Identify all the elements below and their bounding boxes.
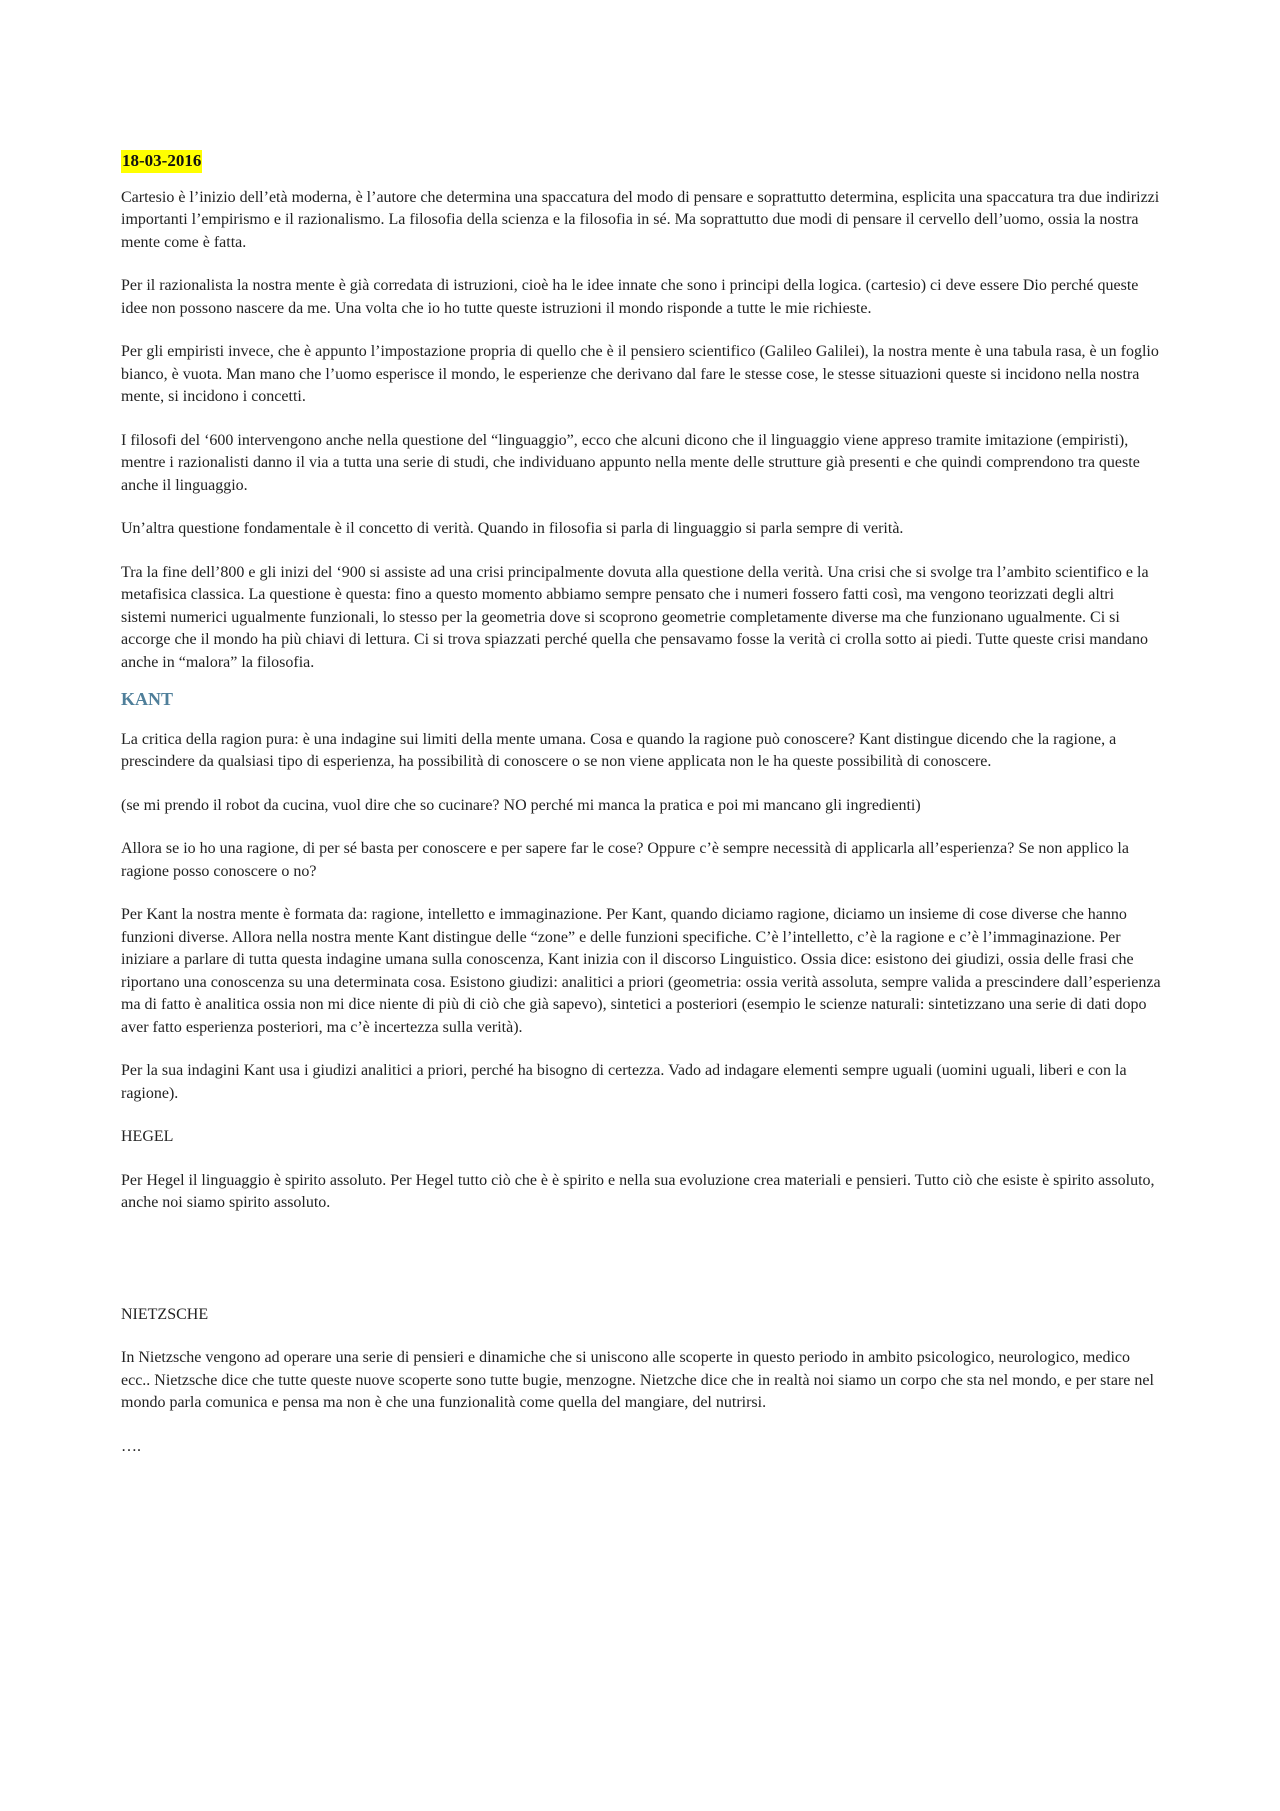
paragraph-nietzsche: In Nietzsche vengono ad operare una serie di pensieri e dinamiche che si uniscono alle scoperte in questo periodo in ambito psicologico, neurologico, medico ecc.. Nietzsche dice che tutte queste nuove scoperte sono tutte bugie, menzogne. Nietzche dice che in realtà noi siamo un corpo che sta nel mondo, e per stare nel mondo parla comunica e pensa ma non è che una funzionalità come quella del mangiare, del nutrirsi. — [121, 1349, 1154, 1411]
paragraph-kant-ragione: Allora se io ho una ragione, di per sé basta per conoscere e per sapere far le cose? Oppure c’è sempre necessità di applicarla all’esperienza? Se non applico la ragione posso conoscere o no? — [121, 840, 1129, 880]
paragraph-linguaggio: I filosofi del ‘600 intervengono anche nella questione del “linguaggio”, ecco che alcuni dicono che il linguaggio viene appreso tramite imitazione (empiristi), mentre i razionalisti danno il via a tutta una serie di studi, che individuano appunto nella mente delle strutture già presenti e che quindi comprendono tra queste anche il linguaggio. — [121, 431, 1140, 494]
paragraph-kant-critica: La critica della ragion pura: è una indagine sui limiti della mente umana. Cosa e quando la ragione può conoscere? Kant distingue dicendo che la ragione, a prescindere da qualsiasi tipo di esperienza, ha possibilità di conoscere o se non viene applicata non le ha queste possibilità di conoscere. — [121, 730, 1117, 770]
paragraph-kant-indagini: Per la sua indagini Kant usa i giudizi analitici a priori, perché ha bisogno di certezza. Vado ad indagare elementi sempre uguali (uomini uguali, liberi e con la ragione). — [121, 1062, 1127, 1102]
heading-kant: KANT — [121, 689, 174, 709]
paragraph-cartesio: Cartesio è l’inizio dell’età moderna, è l’autore che determina una spaccatura del modo di pensare e soprattutto determina, esplicita una spaccatura tra due indirizzi importanti l’empirismo e il razionalismo. La filosofia della scienza e la filosofia in sé. Ma soprattutto due modi di pensare il cervello dell’uomo, ossia la nostra mente come è fatta. — [121, 188, 1160, 251]
paragraph-crisi: Tra la fine dell’800 e gli inizi del ‘900 si assiste ad una crisi principalmente dovuta alla questione della verità. Una crisi che si svolge tra l’ambito scientifico e la metafisica classica. La questione è questa: fino a questo momento abbiamo sempre pensato che i numeri fossero fatti così, ma vengono teorizzati degli altri sistemi numerici ugualmente funzionali, lo stesso per la geometria dove si scoprono geometrie completamente diverse ma che funzionano ugualmente. Ci si accorge che il mondo ha più chiavi di lettura. Ci si trova spiazzati perché quella che pensavamo fosse la verità ci crolla sotto ai piedi. Tutte queste crisi mandano anche in “malora” la filosofia. — [121, 563, 1149, 671]
paragraph-razionalista: Per il razionalista la nostra mente è già corredata di istruzioni, cioè ha le idee innate che sono i principi della logica. (cartesio) ci deve essere Dio perché queste idee non possono nascere da me. Una volta che io ho tutte queste istruzioni il mondo risponde a tutte le mie richieste. — [121, 277, 1139, 317]
paragraph-kant-mente: Per Kant la nostra mente è formata da: ragione, intelletto e immaginazione. Per Kant, quando diciamo ragione, diciamo un insieme di cose diverse che hanno funzioni diverse. Allora nella nostra mente Kant distingue delle “zone” e delle funzioni specifiche. C’è l’intelletto, c’è la ragione e c’è l’immaginazione. Per iniziare a parlare di tutta questa indagine umana sulla conoscenza, Kant inizia con il discorso Linguistico. Ossia dice: esistono dei giudizi, ossia delle frasi che riportano una conoscenza su una determinata cosa. Esistono giudizi: analitici a priori (geometria: ossia verità assoluta, sempre valida a prescindere dall’esperienza ma di fatto è analitica ossia non mi dice niente di più di ciò che già sapevo), sintetici a posteriori (esempio le scienze naturali: sintetizzano una serie di dati dopo aver fatto esperienza posteriori, ma c’è incertezza sulla verità). — [121, 906, 1161, 1036]
document-page — [121, 150, 1163, 1458]
paragraph-hegel: Per Hegel il linguaggio è spirito assoluto. Per Hegel tutto ciò che è è spirito e nella sua evoluzione crea materiali e pensieri. Tutto ciò che esiste è spirito assoluto, anche noi siamo spirito assoluto. — [121, 1171, 1155, 1211]
ellipsis-text: …. — [121, 1437, 141, 1455]
paragraph-verita: Un’altra questione fondamentale è il concetto di verità. Quando in filosofia si parla di linguaggio si parla sempre di verità. — [121, 520, 904, 537]
heading-nietzsche: NIETZSCHE — [121, 1305, 209, 1323]
paragraph-kant-robot: (se mi prendo il robot da cucina, vuol dire che so cucinare? NO perché mi manca la pratica e poi mi mancano gli ingredienti) — [121, 796, 921, 814]
heading-hegel: HEGEL — [121, 1128, 174, 1145]
document-date: 18-03-2016 — [121, 150, 202, 173]
paragraph-empiristi: Per gli empiristi invece, che è appunto l’impostazione propria di quello che è il pensiero scientifico (Galileo Galilei), la nostra mente è una tabula rasa, è un foglio bianco, è vuota. Man mano che l’uomo esperisce il mondo, le esperienze che derivano dal fare le stesse cose, le stesse situazioni queste si incidono nella nostra mente, si incidono i concetti. — [121, 343, 1159, 405]
section-spacer — [121, 1236, 1163, 1304]
